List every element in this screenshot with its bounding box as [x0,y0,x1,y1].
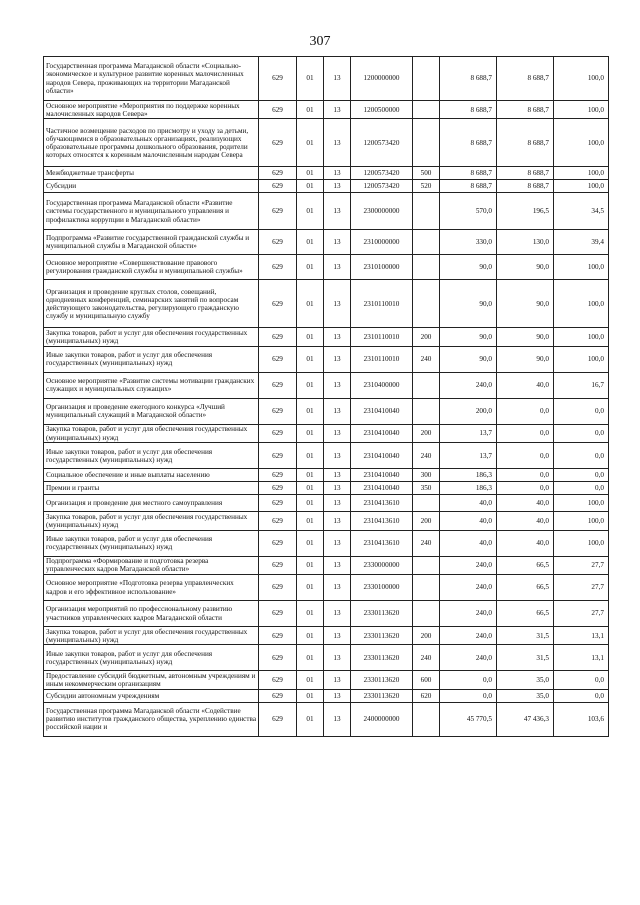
row-expense-type [413,193,440,230]
row-admin-code: 629 [259,372,297,398]
row-plan: 40,0 [440,530,497,556]
row-name: Предоставление субсидий бюджетным, автономным учреждениям и иным некоммерческим организациям [44,671,259,689]
row-percent: 0,0 [554,469,609,482]
table-row [44,530,609,556]
row-plan: 0,0 [440,671,497,689]
row-actual: 66,5 [497,601,554,627]
row-plan: 240,0 [440,556,497,574]
row-expense-type [413,255,440,280]
row-actual: 90,0 [497,255,554,280]
row-section: 01 [297,180,324,193]
row-name: Частичное возмещение расходов по присмотру и уходу за детьми, обучающимися в образовательных организациях, реализующих образовательные программы дошкольного образования, родители которых относятся к коренным малочисленным народам Севера [44,119,259,167]
row-subsection: 13 [324,627,351,645]
row-percent: 27,7 [554,556,609,574]
table-row [44,424,609,442]
row-percent: 100,0 [554,167,609,180]
row-name: Подпрограмма «Формирование и подготовка резерва управленческих кадров Магаданской области» [44,556,259,574]
row-actual: 66,5 [497,575,554,601]
row-percent: 27,7 [554,601,609,627]
row-target-article: 1200573420 [351,180,413,193]
row-admin-code: 629 [259,101,297,119]
row-subsection: 13 [324,601,351,627]
row-section: 01 [297,530,324,556]
row-expense-type: 200 [413,512,440,530]
row-admin-code: 629 [259,556,297,574]
row-name: Премии и гранты [44,482,259,495]
row-actual: 0,0 [497,424,554,442]
row-plan: 240,0 [440,627,497,645]
row-admin-code: 629 [259,346,297,372]
row-plan: 90,0 [440,255,497,280]
row-section: 01 [297,424,324,442]
row-expense-type [413,556,440,574]
row-percent: 0,0 [554,424,609,442]
row-plan: 90,0 [440,346,497,372]
table-row [44,398,609,424]
row-actual: 90,0 [497,328,554,346]
row-section: 01 [297,119,324,167]
row-admin-code: 629 [259,645,297,671]
row-plan: 40,0 [440,495,497,512]
row-target-article: 2310410040 [351,469,413,482]
row-plan: 8 688,7 [440,119,497,167]
row-percent: 0,0 [554,689,609,702]
row-admin-code: 629 [259,328,297,346]
row-section: 01 [297,230,324,255]
row-admin-code: 629 [259,280,297,328]
row-section: 01 [297,671,324,689]
row-subsection: 13 [324,167,351,180]
row-subsection: 13 [324,689,351,702]
row-section: 01 [297,601,324,627]
page-number: 307 [309,34,331,49]
row-subsection: 13 [324,482,351,495]
row-subsection: 13 [324,346,351,372]
row-section: 01 [297,398,324,424]
row-target-article: 2310110010 [351,280,413,328]
row-actual: 0,0 [497,469,554,482]
row-expense-type: 620 [413,689,440,702]
row-subsection: 13 [324,180,351,193]
row-section: 01 [297,512,324,530]
row-subsection: 13 [324,645,351,671]
budget-table-body [44,57,609,737]
row-expense-type: 240 [413,346,440,372]
row-expense-type [413,101,440,119]
row-section: 01 [297,346,324,372]
row-plan: 240,0 [440,575,497,601]
row-admin-code: 629 [259,424,297,442]
row-target-article: 2310413610 [351,530,413,556]
row-plan: 90,0 [440,280,497,328]
row-admin-code: 629 [259,193,297,230]
row-expense-type [413,57,440,101]
row-admin-code: 629 [259,119,297,167]
row-plan: 240,0 [440,601,497,627]
table-row [44,346,609,372]
row-name: Субсидии [44,180,259,193]
row-percent: 34,5 [554,193,609,230]
row-section: 01 [297,469,324,482]
row-actual: 0,0 [497,443,554,469]
table-row [44,495,609,512]
row-expense-type: 520 [413,180,440,193]
row-target-article: 2330113620 [351,689,413,702]
row-subsection: 13 [324,193,351,230]
row-expense-type: 500 [413,167,440,180]
row-percent: 0,0 [554,671,609,689]
row-name: Организация и проведение дня местного самоуправления [44,495,259,512]
row-admin-code: 629 [259,230,297,255]
row-name: Субсидии автономным учреждениям [44,689,259,702]
row-subsection: 13 [324,372,351,398]
row-actual: 47 436,3 [497,702,554,736]
row-admin-code: 629 [259,180,297,193]
row-expense-type [413,372,440,398]
row-percent: 0,0 [554,398,609,424]
row-actual: 40,0 [497,530,554,556]
row-target-article: 2330113620 [351,601,413,627]
row-subsection: 13 [324,530,351,556]
row-name: Иные закупки товаров, работ и услуг для обеспечения государственных (муниципальных) нужд [44,530,259,556]
row-actual: 66,5 [497,556,554,574]
row-expense-type [413,601,440,627]
row-subsection: 13 [324,512,351,530]
table-row [44,255,609,280]
row-admin-code: 629 [259,601,297,627]
row-section: 01 [297,443,324,469]
row-name: Иные закупки товаров, работ и услуг для обеспечения государственных (муниципальных) нужд [44,645,259,671]
row-target-article: 2310413610 [351,512,413,530]
row-subsection: 13 [324,671,351,689]
row-actual: 0,0 [497,482,554,495]
row-actual: 31,5 [497,627,554,645]
row-name: Иные закупки товаров, работ и услуг для обеспечения государственных (муниципальных) нужд [44,443,259,469]
row-actual: 0,0 [497,398,554,424]
row-plan: 240,0 [440,372,497,398]
row-plan: 13,7 [440,424,497,442]
row-actual: 8 688,7 [497,180,554,193]
row-admin-code: 629 [259,689,297,702]
row-target-article: 2310110010 [351,328,413,346]
row-actual: 8 688,7 [497,119,554,167]
row-plan: 570,0 [440,193,497,230]
row-target-article: 1200573420 [351,119,413,167]
table-row [44,372,609,398]
row-section: 01 [297,689,324,702]
row-admin-code: 629 [259,443,297,469]
row-plan: 186,3 [440,482,497,495]
row-percent: 100,0 [554,530,609,556]
row-percent: 100,0 [554,255,609,280]
row-percent: 13,1 [554,627,609,645]
row-plan: 90,0 [440,328,497,346]
row-expense-type [413,280,440,328]
row-expense-type [413,575,440,601]
row-actual: 130,0 [497,230,554,255]
row-expense-type: 300 [413,469,440,482]
row-name: Организация и проведение круглых столов, совещаний, однодневных конференций, семинарских занятий по вопросам действующего законодательства, регулирующего гражданскую службу и муниципальную службу [44,280,259,328]
row-plan: 200,0 [440,398,497,424]
row-admin-code: 629 [259,575,297,601]
row-target-article: 1200000000 [351,57,413,101]
row-section: 01 [297,193,324,230]
row-admin-code: 629 [259,495,297,512]
row-actual: 40,0 [497,495,554,512]
row-percent: 100,0 [554,101,609,119]
row-percent: 100,0 [554,328,609,346]
table-row [44,627,609,645]
row-section: 01 [297,495,324,512]
row-subsection: 13 [324,280,351,328]
row-target-article: 2310000000 [351,230,413,255]
row-expense-type [413,230,440,255]
table-row [44,328,609,346]
table-row [44,482,609,495]
row-expense-type: 240 [413,530,440,556]
row-subsection: 13 [324,575,351,601]
row-admin-code: 629 [259,255,297,280]
row-name: Иные закупки товаров, работ и услуг для обеспечения государственных (муниципальных) нужд [44,346,259,372]
row-admin-code: 629 [259,702,297,736]
row-section: 01 [297,556,324,574]
row-section: 01 [297,575,324,601]
row-admin-code: 629 [259,167,297,180]
row-percent: 103,6 [554,702,609,736]
table-row [44,702,609,736]
row-target-article: 2310413610 [351,495,413,512]
row-plan: 186,3 [440,469,497,482]
row-expense-type [413,702,440,736]
row-plan: 8 688,7 [440,180,497,193]
table-row [44,280,609,328]
table-row [44,119,609,167]
row-subsection: 13 [324,230,351,255]
row-percent: 27,7 [554,575,609,601]
row-target-article: 2310110010 [351,346,413,372]
row-plan: 8 688,7 [440,101,497,119]
row-plan: 8 688,7 [440,57,497,101]
row-admin-code: 629 [259,57,297,101]
table-row [44,671,609,689]
row-actual: 90,0 [497,346,554,372]
row-name: Закупка товаров, работ и услуг для обеспечения государственных (муниципальных) нужд [44,328,259,346]
row-section: 01 [297,101,324,119]
row-target-article: 2310410040 [351,424,413,442]
table-row [44,57,609,101]
row-expense-type [413,119,440,167]
row-target-article: 2330113620 [351,627,413,645]
row-name: Организация и проведение ежегодного конкурса «Лучший муниципальный служащий в Магаданской области» [44,398,259,424]
row-plan: 45 770,5 [440,702,497,736]
row-subsection: 13 [324,398,351,424]
row-percent: 16,7 [554,372,609,398]
row-subsection: 13 [324,556,351,574]
row-subsection: 13 [324,469,351,482]
row-target-article: 2310100000 [351,255,413,280]
row-target-article: 2330100000 [351,575,413,601]
row-admin-code: 629 [259,482,297,495]
row-admin-code: 629 [259,627,297,645]
row-actual: 196,5 [497,193,554,230]
row-subsection: 13 [324,495,351,512]
row-plan: 8 688,7 [440,167,497,180]
row-target-article: 2400000000 [351,702,413,736]
table-row [44,601,609,627]
table-row [44,469,609,482]
row-percent: 100,0 [554,512,609,530]
row-section: 01 [297,372,324,398]
row-percent: 100,0 [554,280,609,328]
table-row [44,689,609,702]
row-target-article: 2310410040 [351,443,413,469]
row-actual: 35,0 [497,671,554,689]
row-name: Государственная программа Магаданской области «Содействие развитию институтов гражданского общества, укреплению единства российской нации и [44,702,259,736]
row-section: 01 [297,57,324,101]
table-row [44,101,609,119]
row-expense-type: 200 [413,424,440,442]
row-percent: 100,0 [554,495,609,512]
row-plan: 13,7 [440,443,497,469]
table-row [44,443,609,469]
row-section: 01 [297,167,324,180]
row-plan: 240,0 [440,645,497,671]
table-row [44,193,609,230]
row-expense-type: 200 [413,328,440,346]
row-section: 01 [297,255,324,280]
table-row [44,575,609,601]
row-name: Государственная программа Магаданской области «Развитие системы государственного и муниципального управления и профилактика коррупции в Магаданской области» [44,193,259,230]
row-name: Подпрограмма «Развитие государственной гражданской службы и муниципальной службы в Магаданской области» [44,230,259,255]
row-section: 01 [297,702,324,736]
row-subsection: 13 [324,702,351,736]
row-subsection: 13 [324,443,351,469]
row-expense-type: 240 [413,443,440,469]
row-actual: 40,0 [497,372,554,398]
row-target-article: 1200573420 [351,167,413,180]
table-row [44,512,609,530]
row-name: Социальное обеспечение и иные выплаты населению [44,469,259,482]
row-target-article: 2330113620 [351,645,413,671]
row-subsection: 13 [324,101,351,119]
row-subsection: 13 [324,255,351,280]
row-admin-code: 629 [259,398,297,424]
row-plan: 330,0 [440,230,497,255]
row-actual: 8 688,7 [497,57,554,101]
row-target-article: 2310410040 [351,398,413,424]
row-name: Основное мероприятие «Мероприятия по поддержке коренных малочисленных народов Севера» [44,101,259,119]
row-expense-type [413,495,440,512]
row-actual: 31,5 [497,645,554,671]
row-subsection: 13 [324,328,351,346]
row-plan: 0,0 [440,689,497,702]
row-expense-type [413,398,440,424]
row-actual: 8 688,7 [497,101,554,119]
table-row [44,180,609,193]
row-section: 01 [297,627,324,645]
table-row [44,167,609,180]
row-expense-type: 240 [413,645,440,671]
row-percent: 13,1 [554,645,609,671]
row-admin-code: 629 [259,671,297,689]
row-target-article: 1200500000 [351,101,413,119]
row-target-article: 2300000000 [351,193,413,230]
row-plan: 40,0 [440,512,497,530]
row-name: Закупка товаров, работ и услуг для обеспечения государственных (муниципальных) нужд [44,512,259,530]
row-name: Основное мероприятие «Подготовка резерва управленческих кадров и его эффективное использование» [44,575,259,601]
row-target-article: 2310400000 [351,372,413,398]
row-actual: 40,0 [497,512,554,530]
row-expense-type: 350 [413,482,440,495]
table-row [44,556,609,574]
row-percent: 39,4 [554,230,609,255]
row-admin-code: 629 [259,512,297,530]
row-target-article: 2330113620 [351,671,413,689]
row-target-article: 2330000000 [351,556,413,574]
budget-table [43,56,609,737]
row-name: Организация мероприятий по профессиональному развитию участников управленческих кадров Магаданской области [44,601,259,627]
row-percent: 100,0 [554,346,609,372]
row-percent: 100,0 [554,180,609,193]
row-subsection: 13 [324,57,351,101]
row-percent: 100,0 [554,57,609,101]
table-row [44,230,609,255]
row-name: Основное мероприятие «Развитие системы мотивации гражданских служащих и муниципальных служащих» [44,372,259,398]
row-section: 01 [297,645,324,671]
row-target-article: 2310410040 [351,482,413,495]
row-percent: 0,0 [554,482,609,495]
row-section: 01 [297,482,324,495]
row-expense-type: 200 [413,627,440,645]
row-name: Государственная программа Магаданской области «Социально-экономическое и культурное развитие коренных малочисленных народов Севера, проживающих на территории Магаданской области» [44,57,259,101]
row-name: Закупка товаров, работ и услуг для обеспечения государственных (муниципальных) нужд [44,627,259,645]
row-section: 01 [297,328,324,346]
row-percent: 100,0 [554,119,609,167]
row-admin-code: 629 [259,530,297,556]
row-subsection: 13 [324,424,351,442]
row-percent: 0,0 [554,443,609,469]
row-subsection: 13 [324,119,351,167]
row-actual: 35,0 [497,689,554,702]
row-name: Закупка товаров, работ и услуг для обеспечения государственных (муниципальных) нужд [44,424,259,442]
row-expense-type: 600 [413,671,440,689]
table-row [44,645,609,671]
row-admin-code: 629 [259,469,297,482]
row-actual: 8 688,7 [497,167,554,180]
row-name: Межбюджетные трансферты [44,167,259,180]
row-section: 01 [297,280,324,328]
row-name: Основное мероприятие «Совершенствование правового регулирования гражданской службы и муниципальной службы» [44,255,259,280]
row-actual: 90,0 [497,280,554,328]
